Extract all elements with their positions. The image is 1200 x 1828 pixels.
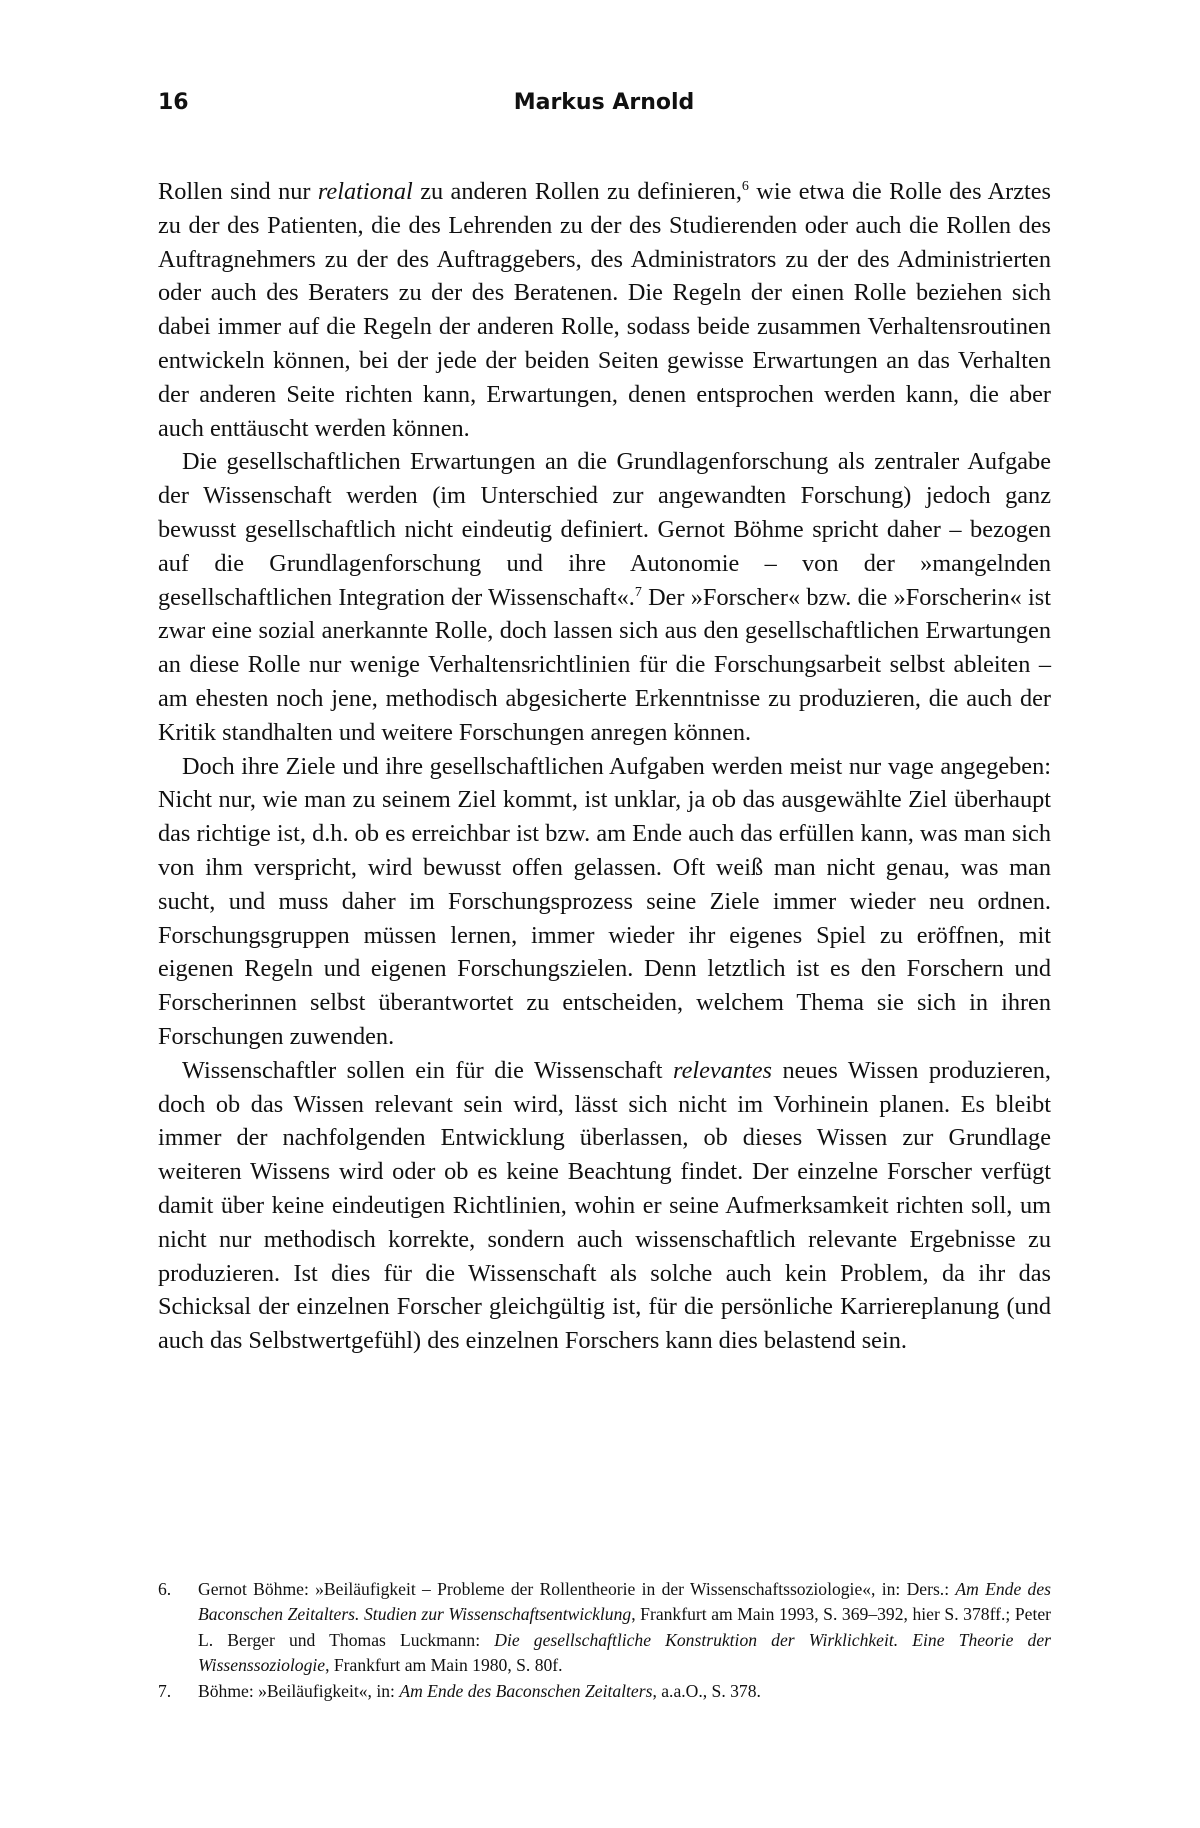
text-span: Der »Forscher« bzw. die »Forscherin« ist zwar eine sozial anerkannte Rolle, doch lassen sich aus den gesellschaftlichen Erwartungen an diese Rolle nur wenige Verhaltensrichtlinien für die Forschungsarbeit selbst ableiten – am ehesten noch jene, methodisch abgesicherte Erkenntnisse zu produzieren, die auch der Kritik standhalten und weitere Forschungen anregen können.	[158, 583, 1051, 746]
text-span: Böhme: »Beiläufigkeit«, in:	[198, 1680, 400, 1701]
text-span: , Frankfurt am Main 1980, S. 80f.	[325, 1655, 563, 1676]
running-header	[158, 90, 1050, 124]
footnote-7	[158, 1679, 1051, 1704]
italic-span: Am Ende des Baconschen Zeitalters. Studien zur Wissenschaftsentwicklung	[198, 1579, 1051, 1625]
text-span: Wissenschaftler sollen ein für die Wissenschaft	[182, 1056, 674, 1084]
footnotes	[158, 1577, 1051, 1704]
italic-span: relevantes	[673, 1056, 772, 1084]
text-span: Rollen sind nur	[158, 178, 318, 205]
paragraph-1	[158, 175, 1051, 445]
italic-span: Am Ende des Baconschen Zeitalters	[399, 1680, 653, 1701]
text-span: Gernot Böhme: »Beiläufigkeit – Probleme der Rollentheorie in der Wissenschaftssoziologie«, in: Ders.:	[198, 1579, 956, 1599]
footnote-6	[158, 1577, 1051, 1679]
paragraph-3	[158, 750, 1051, 1054]
footnote-ref: 7	[634, 584, 642, 600]
text-span: , a.a.O., S. 378.	[652, 1680, 761, 1701]
body-text	[158, 175, 1051, 1358]
page-number: 16	[158, 90, 189, 115]
footnote-text	[198, 1577, 1051, 1679]
paragraph-4	[158, 1054, 1051, 1358]
text-span: Die gesellschaftlichen Erwartungen an die Grundlagenforschung als zentraler Aufgabe der Wissenschaft werden (im Unterschied zur angewandten Forschung) jedoch ganz bewusst gesellschaftlich nicht eindeutig definiert. Gernot Böhme spricht daher – bezogen auf die Grundlagenforschung und ihre Autonomie – von der »mangelnden gesellschaftlichen Integration der Wissenschaft«.	[158, 448, 1051, 611]
text-span: zu anderen Rollen zu definieren,	[412, 178, 742, 205]
footnote-ref: 6	[741, 178, 749, 194]
italic-span: Die gesellschaftliche Konstruktion der Wirklichkeit. Eine Theorie der Wissenssoziologie	[198, 1629, 1051, 1676]
text-span: Doch ihre Ziele und ihre gesellschaftlichen Aufgaben werden meist nur vage angegeben: Nicht nur, wie man zu seinem Ziel kommt, ist unklar, ja ob das ausgewählte Ziel überhaupt das richtige ist, d.h. ob es erreichbar ist bzw. am Ende auch das erfüllen kann, was man sich von ihm verspricht, wird bewusst offen gelassen. Oft weiß man nicht genau, was man sucht, und muss daher im Forschungsprozess seine Ziele immer wieder neu ordnen. Forschungsgruppen müssen lernen, immer wieder ihr eigenes Spiel zu eröffnen, mit eigenen Regeln und eigenen Forschungszielen. Denn letztlich ist es den Forschern und Forscherinnen selbst überantwortet zu entscheiden, welchem Thema sie sich in ihren Forschungen zuwenden.	[158, 752, 1051, 1050]
running-head-author: Markus Arnold	[513, 90, 695, 115]
footnote-number: 6.	[158, 1579, 172, 1599]
footnote-text	[198, 1679, 1051, 1704]
paragraph-2	[158, 445, 1051, 749]
text-span: wie etwa die Rolle des Arztes zu der des Patienten, die des Lehrenden zu der des Studierenden oder auch die Rollen des Auftragnehmers zu der des Auftraggebers, des Administrators zu der des Administrierten oder auch des Beraters zu der des Beratenen. Die Regeln der einen Rolle beziehen sich dabei immer auf die Regeln der anderen Rolle, sodass beide zusammen Verhaltensroutinen entwickeln können, bei der jede der beiden Seiten gewisse Erwartungen an das Verhalten der anderen Seite richten kann, Erwartungen, denen entsprochen werden kann, die aber auch enttäuscht werden können.	[158, 178, 1051, 442]
italic-span: relational	[317, 178, 413, 205]
text-span: neues Wissen produzieren, doch ob das Wissen relevant sein wird, lässt sich nicht im Vorhinein planen. Es bleibt immer der nachfolgenden Entwicklung überlassen, ob dieses Wissen zur Grundlage weiteren Wissens wird oder ob es keine Beachtung findet. Der einzelne Forscher verfügt damit über keine eindeutigen Richtlinien, wohin er seine Aufmerksamkeit richten soll, um nicht nur methodisch korrekte, sondern auch wissenschaftlich relevante Ergebnisse zu produzieren. Ist dies für die Wissenschaft als solche auch kein Problem, da ihr das Schicksal der einzelnen Forscher gleichgültig ist, für die persönliche Karriereplanung (und auch das Selbstwertgefühl) des einzelnen Forschers kann dies belastend sein.	[158, 1056, 1052, 1355]
footnote-number: 7.	[158, 1680, 172, 1701]
text-span: , Frankfurt am Main 1993, S. 369–392, hier S. 378ff.; Peter L. Berger und Thomas Luckmann:	[198, 1604, 1051, 1650]
